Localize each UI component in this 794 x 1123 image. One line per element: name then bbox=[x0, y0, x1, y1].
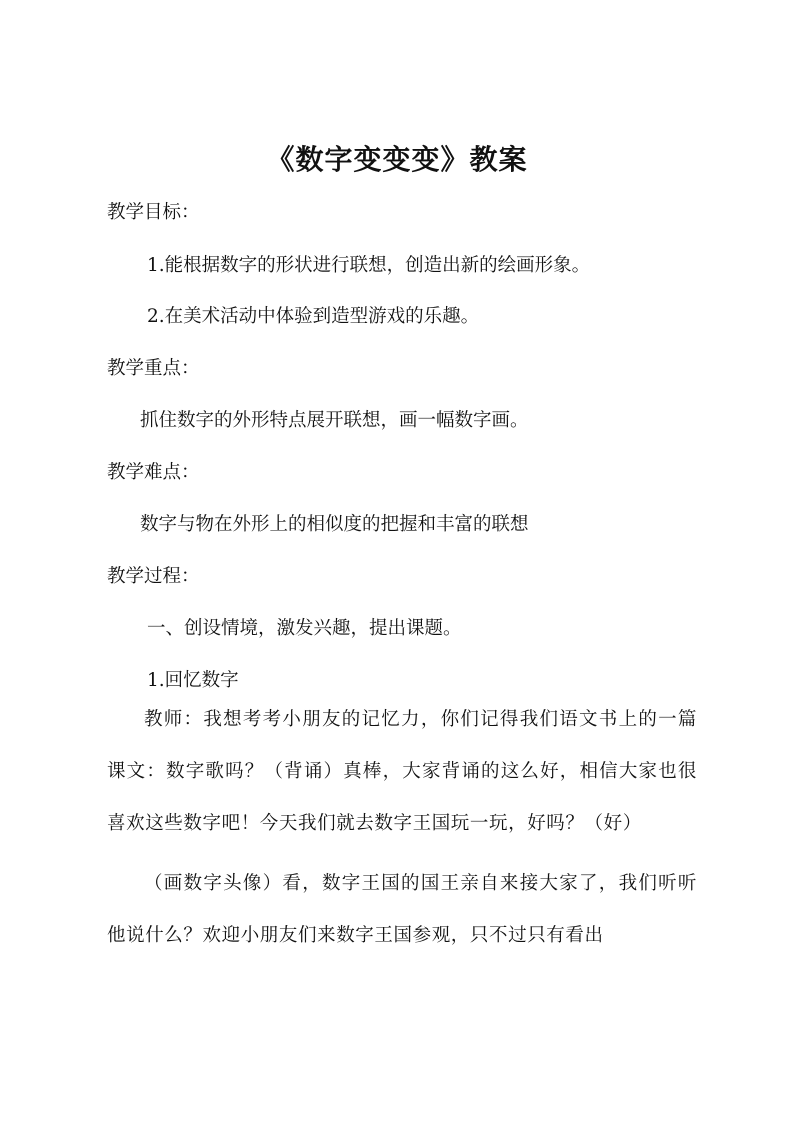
key-point-text: 抓住数字的外形特点展开联想，画一幅数字画。 bbox=[140, 410, 529, 431]
paragraph-number-king: （画数字头像）看，数字王国的国王亲自来接大家了，我们听听他说什么？欢迎小朋友们来数字王国参观，只不过只有看出 bbox=[107, 873, 697, 946]
goal-item-2: 2.在美术活动中体验到造型游戏的乐趣。 bbox=[147, 306, 480, 327]
process-step-1: 一、创设情境，激发兴趣，提出课题。 bbox=[147, 618, 462, 639]
heading-key-points: 教学重点： bbox=[107, 358, 200, 379]
heading-teaching-goals: 教学目标： bbox=[107, 202, 200, 223]
document-title: 《数字变变变》教案 bbox=[266, 143, 528, 176]
goal-item-1: 1.能根据数字的形状进行联想，创造出新的绘画形象。 bbox=[147, 255, 591, 276]
heading-difficulties: 教学难点： bbox=[107, 462, 200, 483]
heading-teaching-process: 教学过程： bbox=[107, 566, 200, 587]
difficulty-text: 数字与物在外形上的相似度的把握和丰富的联想 bbox=[140, 514, 529, 535]
process-substep-1: 1.回忆数字 bbox=[147, 670, 239, 691]
paragraph-teacher-dialogue: 教师：我想考考小朋友的记忆力，你们记得我们语文书上的一篇课文：数字歌吗？（背诵）真棒，大家背诵的这么好，相信大家也很喜欢这些数字吧！今天我们就去数字王国玩一玩，好吗？（好） bbox=[107, 709, 697, 834]
